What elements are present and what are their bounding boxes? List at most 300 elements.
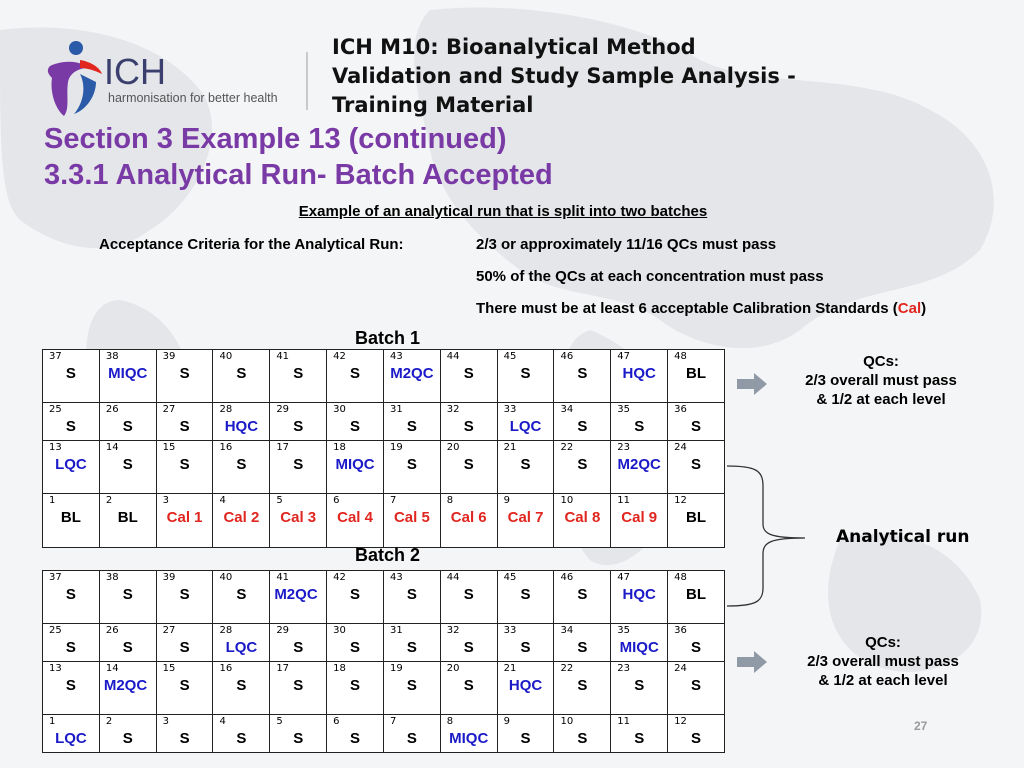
well-number: 29 [276,404,290,415]
well-label: S [577,456,588,473]
plate-well [213,571,270,624]
well-label: MIQC [449,730,489,747]
well-number: 8 [446,495,454,506]
plate-well [327,715,384,753]
well-label: S [65,365,76,382]
well-label: S [179,677,190,694]
well-label: Cal 3 [280,509,317,526]
batch1-arrow-icon [737,373,767,395]
plate-well [327,350,384,403]
plate-well [156,494,213,548]
well-number: 16 [219,663,233,674]
criteria-cal-highlight: Cal [897,300,922,317]
well-label: M2QC [390,365,434,382]
well-label: S [463,456,474,473]
well-label: S [293,456,304,473]
well-number: 33 [503,625,517,636]
plate-well [270,624,327,662]
well-number: 16 [219,442,233,453]
plate-well [99,350,156,403]
well-number: 2 [105,495,113,506]
well-label: S [406,730,417,747]
well-label: S [293,730,304,747]
plate-well [440,350,497,403]
analytical-run-brace [725,462,810,610]
well-label: S [122,418,133,435]
plate-well [383,403,440,441]
well-label: S [520,730,531,747]
plate-well [383,494,440,548]
plate-row [43,624,725,662]
plate-well [554,624,611,662]
plate-well [497,571,554,624]
well-label: S [406,639,417,656]
well-label: LQC [509,418,542,435]
well-number: 32 [446,625,460,636]
plate-well [383,624,440,662]
well-number: 43 [389,572,403,583]
well-label: Cal 5 [393,509,430,526]
section-title-line1: Section 3 Example 13 (continued) [44,123,507,155]
plate-well [668,494,725,548]
plate-well [99,494,156,548]
plate-well [156,441,213,494]
plate-row [43,403,725,441]
qc-note-line: 2/3 overall must pass [807,653,959,670]
well-number: 33 [503,404,517,415]
well-label: S [577,418,588,435]
well-label: M2QC [103,677,148,694]
plate-well [440,624,497,662]
well-number: 28 [219,404,233,415]
well-label: S [463,586,474,603]
well-number: 14 [105,663,119,674]
well-label: S [577,586,588,603]
well-number: 48 [674,351,687,362]
page-number: 27 [914,719,928,733]
well-number: 9 [503,716,510,727]
well-label: S [122,586,133,603]
well-number: 7 [389,495,397,506]
batch2-qc-note [783,633,983,690]
well-number: 14 [105,442,119,453]
plate-well [327,624,384,662]
well-number: 26 [105,625,119,636]
logo-wordmark: ICH [104,51,166,92]
plate-well [668,350,725,403]
well-label: S [577,639,588,656]
well-number: 12 [674,716,687,727]
well-number: 23 [617,663,631,674]
plate-well [668,715,725,753]
plate-well [383,441,440,494]
plate-well [611,571,668,624]
plate-well [213,662,270,715]
logo-divider [306,52,308,110]
well-number: 13 [49,663,62,674]
plate-well [270,494,327,548]
well-number: 40 [219,572,233,583]
plate-well [270,350,327,403]
well-label: S [406,418,417,435]
plate-well [554,662,611,715]
well-label: S [350,677,361,694]
plate-well [383,571,440,624]
plate-well [270,571,327,624]
plate-well [43,403,100,441]
plate-well [213,441,270,494]
plate-well [440,662,497,715]
well-label: S [577,677,588,694]
well-label: S [179,730,190,747]
plate-well [99,662,156,715]
well-number: 44 [446,572,460,583]
well-number: 8 [446,716,454,727]
well-number: 31 [389,625,403,636]
batch1-label: Batch 1 [355,328,421,348]
plate-well [611,350,668,403]
plate-well [213,350,270,403]
plate-well [327,441,384,494]
well-number: 38 [105,351,119,362]
plate-well [497,441,554,494]
plate-well [611,662,668,715]
well-number: 41 [276,572,290,583]
well-number: 18 [333,442,346,453]
plate-well [99,715,156,753]
well-number: 10 [560,495,574,506]
plate-well [43,715,100,753]
well-number: 29 [276,625,290,636]
plate-well [213,715,270,753]
well-number: 3 [162,495,170,506]
well-number: 46 [560,351,574,362]
well-number: 4 [219,716,226,727]
well-number: 22 [560,442,574,453]
well-label: S [236,365,247,382]
well-label: S [179,365,190,382]
batch2-arrow-icon [737,651,767,673]
well-number: 45 [503,572,517,583]
well-number: 32 [446,404,460,415]
plate-well [668,403,725,441]
well-label: S [65,418,76,435]
well-number: 31 [389,404,403,415]
well-number: 13 [49,442,62,453]
plate-row [43,571,725,624]
plate-well [270,662,327,715]
well-label: BL [686,586,707,603]
plate-well [668,571,725,624]
plate-row [43,494,725,548]
plate-well [43,624,100,662]
plate-well [554,441,611,494]
plate-well [497,403,554,441]
section-title [44,121,744,193]
plate-row [43,350,725,403]
criteria-line-3-prefix: There must be at least 6 acceptable Calibration Standards ( [476,300,898,317]
well-number: 30 [333,404,346,415]
well-number: 24 [674,663,687,674]
plate-well [43,571,100,624]
well-label: S [236,730,247,747]
well-number: 36 [674,625,687,636]
well-number: 6 [333,495,340,506]
plate-well [99,571,156,624]
plate-well [611,624,668,662]
plate-well [156,571,213,624]
well-number: 42 [333,572,346,583]
well-number: 18 [333,663,346,674]
qc-note-line: QCs: [865,634,901,651]
plate-well [440,571,497,624]
plate-well [668,624,725,662]
plate-well [156,715,213,753]
plate-well [43,350,100,403]
well-label: S [350,730,361,747]
well-label: S [122,639,133,656]
batch2-label: Batch 2 [355,545,421,565]
plate-well [383,715,440,753]
well-label: S [350,365,361,382]
plate-well [611,715,668,753]
well-number: 39 [162,572,176,583]
well-label: Cal 2 [223,509,260,526]
well-number: 20 [446,442,460,453]
plate-well [668,662,725,715]
document-title-line: Validation and Study Sample Analysis - [332,64,796,88]
section-title-line2: 3.3.1 Analytical Run- Batch Accepted [44,159,553,191]
well-number: 12 [674,495,687,506]
plate-well [440,494,497,548]
well-number: 20 [446,663,460,674]
well-label: MIQC [335,456,375,473]
well-number: 46 [560,572,574,583]
well-number: 41 [276,351,290,362]
well-number: 23 [617,442,631,453]
criteria-line-3-suffix: ) [921,300,927,317]
well-label: S [65,677,76,694]
well-number: 25 [49,404,62,415]
well-number: 3 [162,716,170,727]
well-label: HQC [622,586,656,603]
document-title-line: ICH M10: Bioanalytical Method [332,35,696,59]
well-label: S [577,365,588,382]
criteria-line-3 [476,300,926,317]
well-label: S [634,730,645,747]
plate-well [611,403,668,441]
well-label: Cal 1 [166,509,203,526]
plate-well [497,662,554,715]
well-label: S [691,677,702,694]
well-number: 11 [617,495,631,506]
plate-well [668,441,725,494]
well-label: S [634,418,645,435]
plate-well [383,350,440,403]
well-number: 34 [560,404,574,415]
plate-well [611,441,668,494]
well-number: 25 [49,625,62,636]
well-label: S [293,677,304,694]
well-label: S [65,586,76,603]
well-number: 37 [49,572,62,583]
well-label: S [634,677,645,694]
plate-well [554,715,611,753]
plate-well [156,662,213,715]
plate-well [43,494,100,548]
well-label: BL [686,365,707,382]
plate-well [497,624,554,662]
plate-well [213,403,270,441]
well-number: 40 [219,351,233,362]
well-label: BL [117,509,138,526]
plate-well [99,441,156,494]
well-label: S [406,456,417,473]
well-label: S [350,639,361,656]
plate-well [554,350,611,403]
plate-well [383,662,440,715]
well-number: 9 [503,495,510,506]
well-label: HQC [622,365,656,382]
well-label: S [65,639,76,656]
well-number: 30 [333,625,346,636]
well-label: M2QC [617,456,661,473]
plate-well [497,350,554,403]
plate-well [43,662,100,715]
document-title [332,33,812,120]
well-number: 17 [276,663,290,674]
plate-well [440,403,497,441]
slide-subtitle: Example of an analytical run that is split into two batches [298,203,708,220]
well-number: 47 [617,572,631,583]
well-number: 7 [389,716,397,727]
criteria-line-1: 2/3 or approximately 11/16 QCs must pass [476,236,777,253]
plate-well [611,494,668,548]
plate-well [327,403,384,441]
well-number: 15 [162,663,176,674]
well-label: HQC [508,677,543,694]
well-number: 44 [446,351,460,362]
well-label: S [520,586,531,603]
plate-well [156,350,213,403]
well-label: S [691,418,702,435]
plate-well [99,403,156,441]
well-label: S [236,456,247,473]
well-label: MIQC [108,365,148,382]
well-label: S [293,418,304,435]
well-label: Cal 8 [564,509,601,526]
well-number: 39 [162,351,176,362]
well-label: MIQC [619,639,659,656]
batch2-plate [42,570,725,753]
plate-well [497,715,554,753]
plate-well [327,662,384,715]
well-label: Cal 9 [621,509,658,526]
well-number: 19 [389,442,403,453]
well-label: Cal 6 [450,509,487,526]
well-label: LQC [55,730,87,747]
plate-well [156,624,213,662]
well-label: S [122,456,133,473]
plate-well [327,571,384,624]
qc-note-line: & 1/2 at each level [816,391,946,408]
plate-well [156,403,213,441]
qc-note-line: 2/3 overall must pass [805,372,957,389]
well-number: 42 [333,351,346,362]
qc-note-line: QCs: [863,353,899,370]
plate-well [270,715,327,753]
batch1-qc-note [781,352,981,409]
plate-well [213,624,270,662]
plate-well [99,624,156,662]
well-label: S [350,418,361,435]
well-number: 38 [105,572,119,583]
well-label: S [520,456,531,473]
well-number: 27 [162,404,176,415]
well-label: S [406,586,417,603]
well-number: 4 [219,495,226,506]
well-label: Cal 4 [337,509,373,526]
well-label: S [179,639,190,656]
well-number: 28 [219,625,233,636]
well-label: S [463,639,474,656]
well-number: 37 [49,351,62,362]
well-number: 6 [333,716,340,727]
well-label: S [691,456,702,473]
batch1-plate [42,349,725,548]
well-label: S [236,677,247,694]
analytical-run-label: Analytical run [836,527,970,547]
well-number: 17 [276,442,290,453]
well-label: S [293,639,304,656]
well-number: 15 [162,442,176,453]
well-label: BL [686,509,707,526]
well-label: S [293,365,304,382]
well-label: S [406,677,417,694]
well-number: 11 [617,716,631,727]
well-label: S [179,418,190,435]
plate-well [554,571,611,624]
plate-well [270,441,327,494]
well-label: LQC [55,456,87,473]
plate-well [440,441,497,494]
plate-well [440,715,497,753]
plate-well [270,403,327,441]
qc-note-line: & 1/2 at each level [818,672,948,689]
well-label: S [122,730,133,747]
plate-well [554,403,611,441]
plate-well [43,441,100,494]
well-number: 36 [674,404,687,415]
well-number: 35 [617,625,631,636]
well-label: LQC [225,639,258,656]
plate-well [554,494,611,548]
plate-well [327,494,384,548]
well-number: 43 [389,351,403,362]
well-number: 47 [617,351,631,362]
ich-logo [40,38,280,118]
well-number: 10 [560,716,574,727]
well-number: 2 [105,716,113,727]
well-number: 24 [674,442,687,453]
well-label: S [179,586,190,603]
well-number: 21 [503,442,517,453]
well-number: 35 [617,404,631,415]
well-label: S [520,639,531,656]
well-label: S [463,677,474,694]
well-label: S [691,730,702,747]
well-label: S [236,586,247,603]
